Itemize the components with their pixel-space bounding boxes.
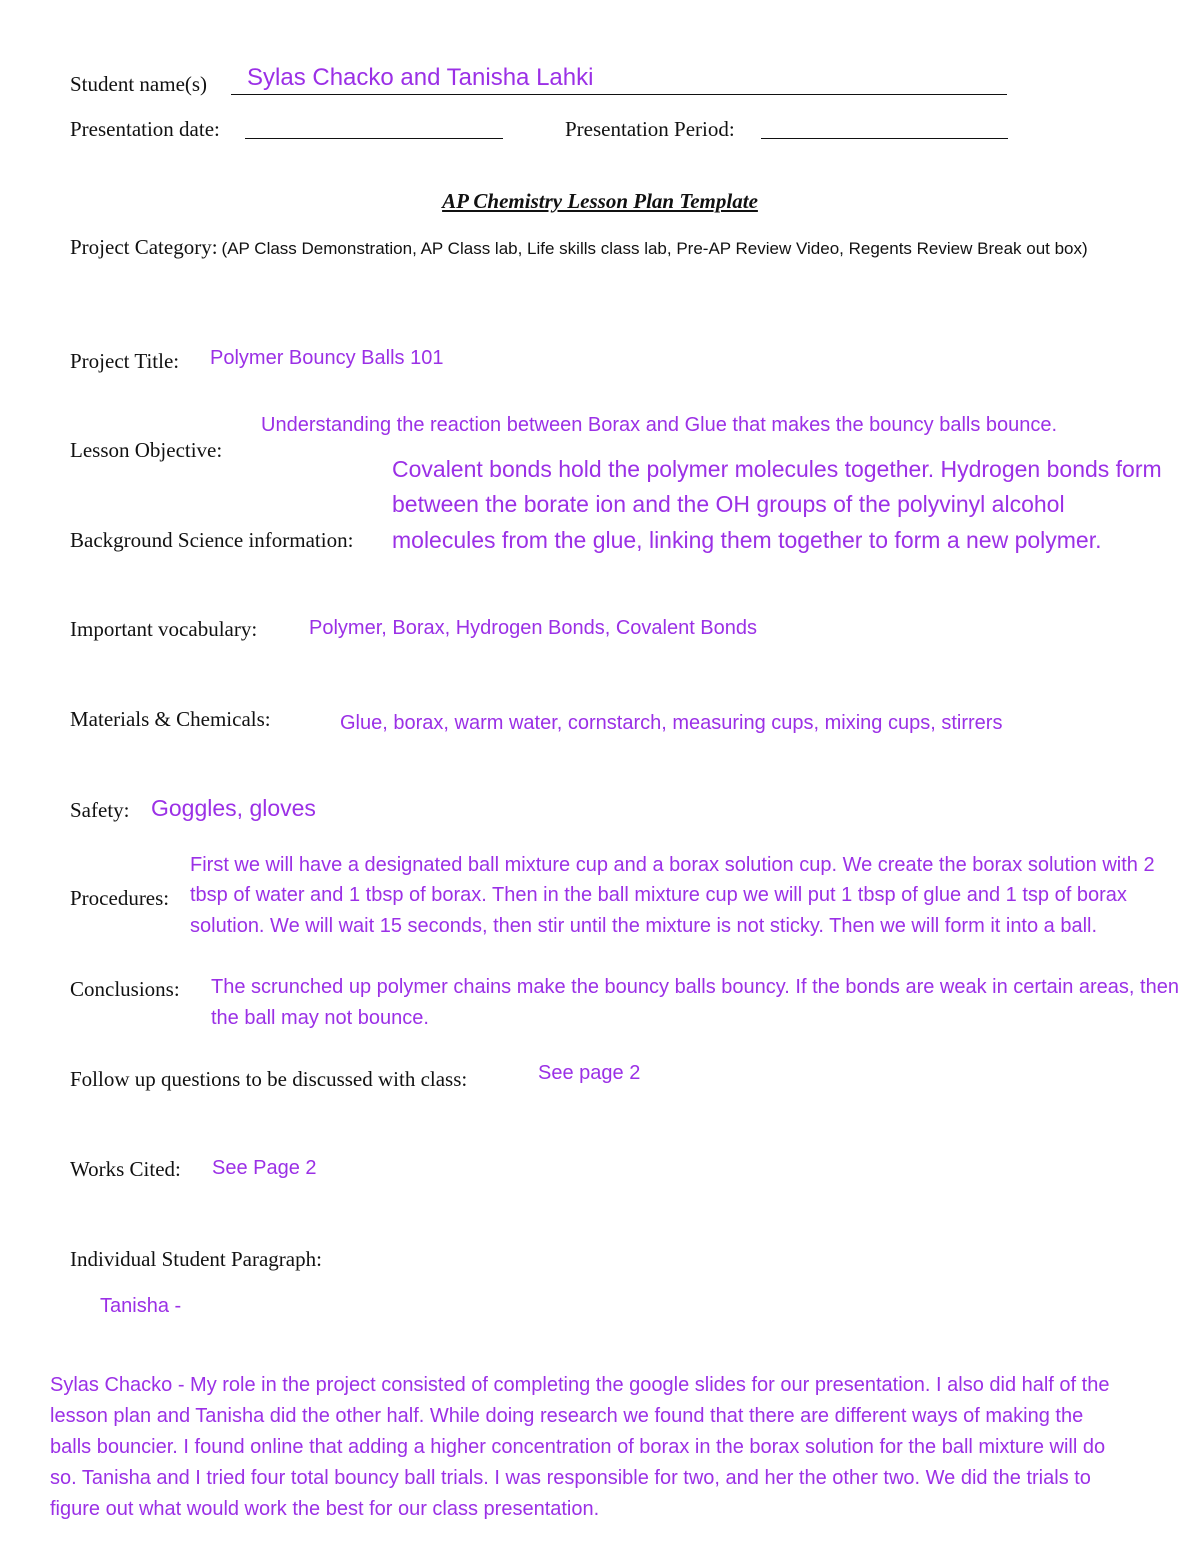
lesson-objective-label: Lesson Objective: — [70, 438, 223, 462]
individual-paragraph-label: Individual Student Paragraph: — [70, 1247, 322, 1271]
procedures-line-1[interactable]: First we will have a designated ball mixture cup and a borax solution cup. We create the borax solution with 2 — [190, 854, 1155, 876]
followup-value[interactable]: See page 2 — [538, 1062, 641, 1084]
conclusions-label: Conclusions: — [70, 977, 180, 1001]
vocabulary-value[interactable]: Polymer, Borax, Hydrogen Bonds, Covalent Bonds — [309, 617, 758, 639]
tanisha-paragraph[interactable]: Tanisha - — [100, 1295, 182, 1317]
procedures-label: Procedures: — [70, 886, 170, 910]
vocabulary-label: Important vocabulary: — [70, 617, 258, 641]
background-label: Background Science information: — [70, 528, 354, 552]
project-category-options: (AP Class Demonstration, AP Class lab, Life skills class lab, Pre-AP Review Video, Regents Review Break out box) — [221, 239, 1088, 258]
conclusions-line-2[interactable]: the ball may not bounce. — [211, 1007, 429, 1029]
background-line-3[interactable]: molecules from the glue, linking them together to form a new polymer. — [392, 527, 1102, 553]
background-line-2[interactable]: between the borate ion and the OH groups of the polyvinyl alcohol — [392, 491, 1065, 517]
presentation-period-underline[interactable] — [761, 138, 1008, 139]
works-cited-value[interactable]: See Page 2 — [212, 1157, 317, 1179]
sylas-paragraph-line-5[interactable]: figure out what would work the best for our class presentation. — [50, 1498, 600, 1520]
project-title-value[interactable]: Polymer Bouncy Balls 101 — [210, 347, 444, 369]
page-title: AP Chemistry Lesson Plan Template — [442, 189, 758, 213]
sylas-paragraph-line-3[interactable]: balls bouncier. I found online that adding a higher concentration of borax in the borax solution for the ball mixture will do — [50, 1436, 1106, 1458]
student-name-underline — [231, 94, 1007, 95]
sylas-paragraph-line-2[interactable]: lesson plan and Tanisha did the other half. While doing research we found that there are different ways of making the — [50, 1405, 1084, 1427]
project-category — [70, 235, 1140, 262]
sylas-paragraph-line-4[interactable]: so. Tanisha and I tried four total bouncy ball trials. I was responsible for two, and her the other two. We did the trials to — [50, 1467, 1091, 1489]
procedures-line-2[interactable]: tbsp of water and 1 tbsp of borax. Then in the ball mixture cup we will put 1 tbsp of glue and 1 tsp of borax — [190, 884, 1127, 906]
materials-value[interactable]: Glue, borax, warm water, cornstarch, measuring cups, mixing cups, stirrers — [340, 712, 1003, 734]
materials-label: Materials & Chemicals: — [70, 707, 271, 731]
presentation-period-label: Presentation Period: — [565, 117, 735, 141]
project-category-label: Project Category: — [70, 235, 218, 259]
procedures-line-3[interactable]: solution. We will wait 15 seconds, then stir until the mixture is not sticky. Then we will form it into a ball. — [190, 915, 1098, 937]
presentation-date-label: Presentation date: — [70, 117, 220, 141]
safety-label: Safety: — [70, 798, 130, 822]
safety-value[interactable]: Goggles, gloves — [151, 795, 316, 821]
works-cited-label: Works Cited: — [70, 1157, 181, 1181]
project-title-label: Project Title: — [70, 349, 180, 373]
followup-label: Follow up questions to be discussed with class: — [70, 1067, 468, 1091]
sylas-paragraph-line-1[interactable]: Sylas Chacko - My role in the project consisted of completing the google slides for our presentation. I also did half of the — [50, 1374, 1110, 1396]
lesson-objective-value[interactable]: Understanding the reaction between Borax and Glue that makes the bouncy balls bounce. — [261, 414, 1058, 436]
background-line-1[interactable]: Covalent bonds hold the polymer molecules together. Hydrogen bonds form — [392, 456, 1162, 482]
student-name-value[interactable]: Sylas Chacko and Tanisha Lahki — [247, 64, 594, 91]
conclusions-line-1[interactable]: The scrunched up polymer chains make the bouncy balls bouncy. If the bonds are weak in certain areas, then — [211, 976, 1179, 998]
presentation-date-underline[interactable] — [245, 138, 503, 139]
student-name-label: Student name(s) — [70, 72, 208, 96]
